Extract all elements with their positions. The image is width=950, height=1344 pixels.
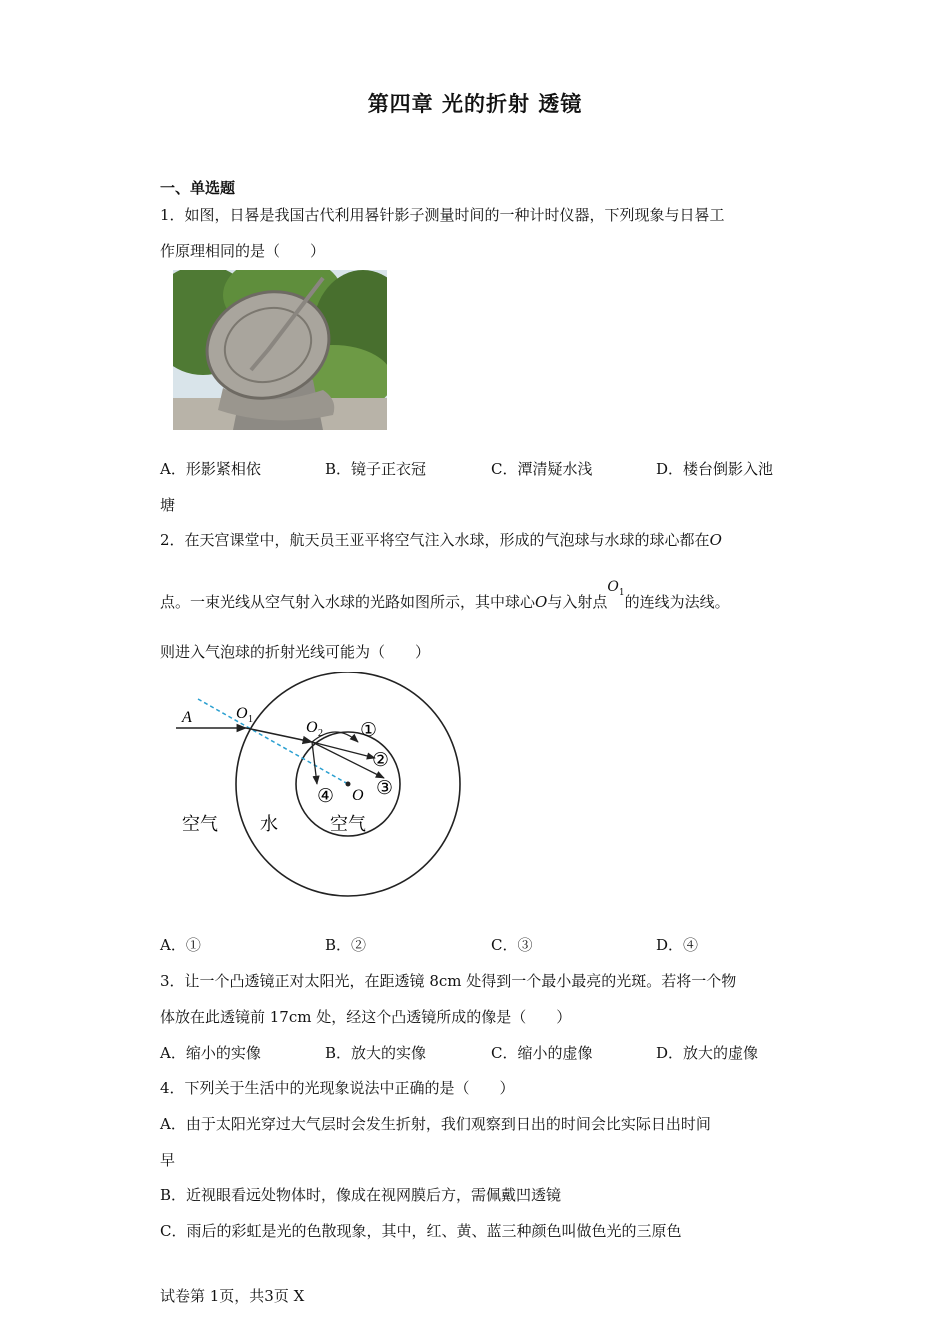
q1-option-b[interactable]: B．镜子正衣冠 xyxy=(325,460,427,478)
label-ray-1: ① xyxy=(360,719,378,741)
ray-2 xyxy=(312,742,375,758)
label-air-outer: 空气 xyxy=(182,814,218,835)
section-heading: 一、单选题 xyxy=(160,179,236,197)
label-ray-3: ③ xyxy=(376,777,394,799)
question-3-line-2: 体放在此透镜前 17cm 处，经这个凸透镜所成的像是（ ） xyxy=(160,1008,572,1026)
q1-option-d[interactable]: D．楼台倒影入池 xyxy=(656,460,774,478)
q4-option-a[interactable]: A．由于太阳光穿过大气层时会发生折射，我们观察到日出的时间会比实际日出时间 xyxy=(160,1115,711,1133)
label-air-inner: 空气 xyxy=(330,814,366,835)
center-point xyxy=(346,782,351,787)
label-o: O xyxy=(352,787,364,804)
question-2-line-3: 则进入气泡球的折射光线可能为（ ） xyxy=(160,643,431,661)
q2-option-b[interactable]: B．② xyxy=(325,936,367,954)
label-o2-sub: 2 xyxy=(318,728,323,739)
q1-option-d-wrap: 塘 xyxy=(160,496,176,514)
q1-option-c[interactable]: C．潭清疑水浅 xyxy=(491,460,593,478)
question-3-line-1: 3．让一个凸透镜正对太阳光，在距透镜 8cm 处得到一个最小最亮的光斑。若将一个物 xyxy=(160,972,737,990)
question-2-line-1: 2．在天宫课堂中，航天员王亚平将空气注入水球，形成的气泡球与水球的球心都在O xyxy=(160,531,722,549)
q4-option-b[interactable]: B．近视眼看远处物体时，像成在视网膜后方，需佩戴凹透镜 xyxy=(160,1186,562,1204)
ray-4 xyxy=(312,742,317,784)
question-1-line-2: 作原理相同的是（ ） xyxy=(160,242,326,260)
sundial-photo xyxy=(173,270,387,430)
q3-option-a[interactable]: A．缩小的实像 xyxy=(160,1044,261,1062)
label-water: 水 xyxy=(260,814,278,835)
label-o1-sub: 1 xyxy=(248,714,253,725)
q1-option-a[interactable]: A．形影紧相依 xyxy=(160,460,261,478)
o1-symbol: $O_1$ xyxy=(607,579,625,598)
refracted-ray-water xyxy=(246,728,312,742)
question-1-line-1: 1．如图，日晷是我国古代利用晷针影子测量时间的一种计时仪器，下列现象与日晷工 xyxy=(160,206,725,224)
refraction-diagram xyxy=(160,672,480,908)
sundial-image xyxy=(173,270,387,430)
label-o1: O xyxy=(236,705,248,722)
q3-option-c[interactable]: C．缩小的虚像 xyxy=(491,1044,593,1062)
q3-option-d[interactable]: D．放大的虚像 xyxy=(656,1044,759,1062)
question-4-line-1: 4．下列关于生活中的光现象说法中正确的是（ ） xyxy=(160,1079,515,1097)
label-ray-2: ② xyxy=(372,749,390,771)
normal-line xyxy=(198,699,348,784)
page-title: 第四章 光的折射 透镜 xyxy=(367,92,583,116)
q2-option-c[interactable]: C．③ xyxy=(491,936,533,954)
question-2-line-2: 点。一束光线从空气射入水球的光路如图所示，其中球心O与入射点$O_1$的连线为法线。 xyxy=(160,579,730,611)
q4-option-a-wrap: 早 xyxy=(160,1151,176,1169)
q4-option-c[interactable]: C．雨后的彩虹是光的色散现象，其中，红、黄、蓝三种颜色叫做色光的三原色 xyxy=(160,1222,682,1240)
q3-option-b[interactable]: B．放大的实像 xyxy=(325,1044,427,1062)
label-ray-4: ④ xyxy=(317,785,335,807)
page-footer: 试卷第 1页，共3页 X xyxy=(160,1287,305,1305)
q2-option-d[interactable]: D．④ xyxy=(656,936,699,954)
label-o2: O xyxy=(306,719,318,736)
label-a: A xyxy=(182,709,192,726)
q2-option-a[interactable]: A．① xyxy=(160,936,201,954)
